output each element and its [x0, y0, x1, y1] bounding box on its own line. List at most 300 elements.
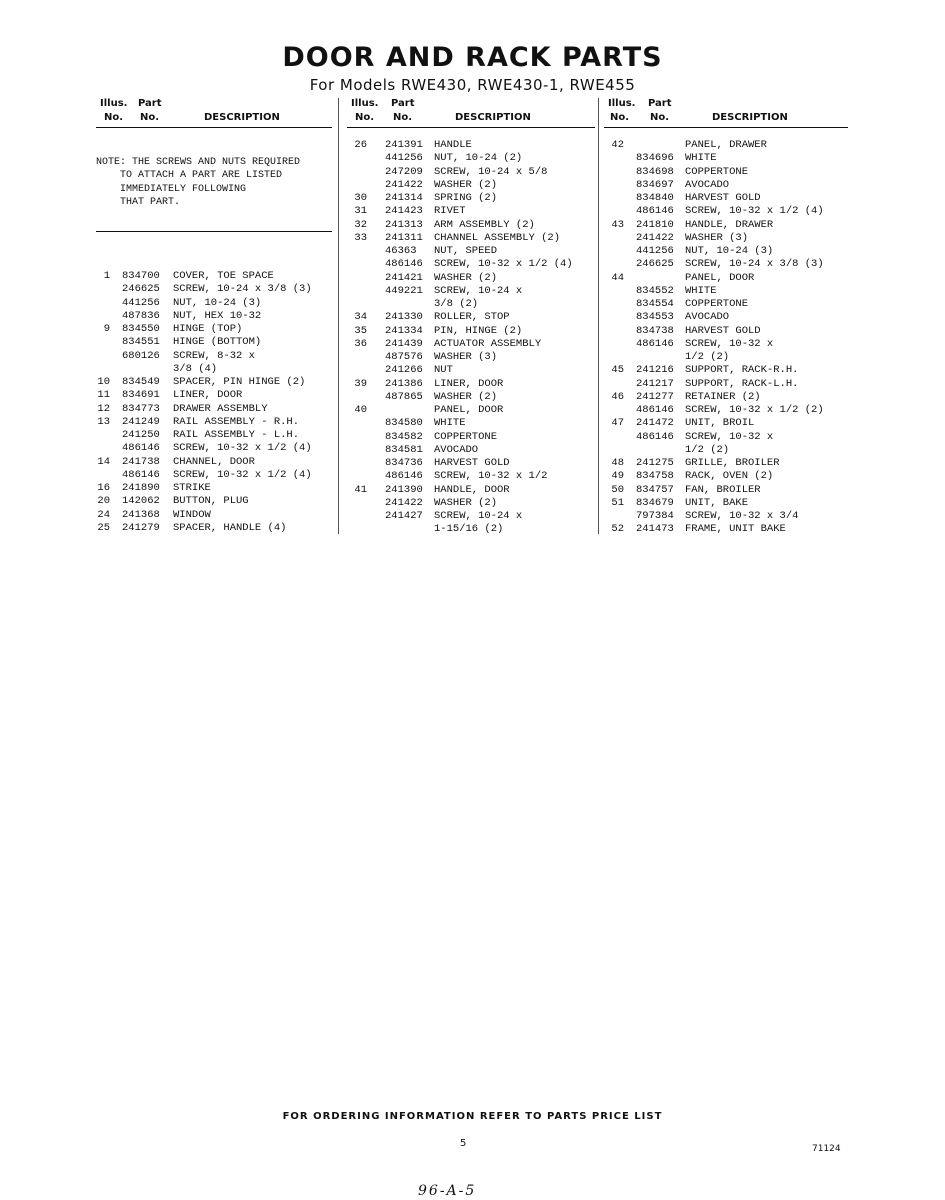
part-number: 241311	[385, 231, 423, 244]
table-row	[96, 416, 332, 429]
part-number: 486146	[385, 470, 423, 483]
part-label: Part	[138, 98, 162, 109]
part-label: Part	[648, 98, 672, 109]
part-number: 241472	[636, 417, 674, 430]
table-row	[347, 272, 595, 285]
illus-number: 47	[611, 417, 624, 430]
part-description: WHITE	[685, 284, 717, 297]
column-header-bottom	[604, 112, 848, 126]
part-number: 834698	[636, 165, 674, 178]
header-rule	[96, 127, 332, 128]
part-description: ARM ASSEMBLY (2)	[434, 218, 535, 231]
table-row	[604, 232, 848, 245]
parts-list	[347, 139, 595, 537]
illus-number: 25	[97, 521, 110, 534]
part-number: 834550	[122, 323, 160, 335]
part-description: COPPERTONE	[685, 298, 749, 310]
no-label: No.	[393, 112, 413, 123]
illus-number: 14	[97, 455, 110, 468]
part-description: DRAWER ASSEMBLY	[173, 402, 268, 415]
part-description: NUT, 10-24 (3)	[173, 296, 262, 309]
part-number: 241473	[636, 523, 674, 536]
table-row	[347, 245, 595, 258]
illus-number: 41	[354, 483, 367, 496]
illus-label: Illus.	[100, 98, 128, 109]
part-description: FAN, BROILER	[685, 483, 761, 496]
part-description: LINER, DOOR	[173, 389, 243, 402]
part-number: 797384	[636, 510, 674, 522]
table-row	[347, 523, 595, 536]
description-label: DESCRIPTION	[455, 112, 531, 123]
no-label: No.	[140, 112, 160, 123]
table-row	[604, 351, 848, 364]
table-row	[96, 509, 332, 522]
part-number: 834549	[122, 376, 160, 388]
table-row	[347, 298, 595, 311]
table-row	[604, 192, 848, 205]
no-label: No.	[610, 112, 630, 123]
part-description: SPACER, PIN HINGE (2)	[173, 376, 306, 388]
table-row	[347, 470, 595, 483]
illus-number: 49	[611, 470, 624, 483]
table-row	[604, 457, 848, 470]
illus-number: 13	[97, 415, 110, 428]
table-row	[604, 285, 848, 298]
part-description: WASHER (2)	[434, 271, 498, 284]
part-description: 3/8 (4)	[173, 362, 218, 375]
part-number: 834736	[385, 457, 423, 469]
part-number: 486146	[636, 430, 674, 443]
part-number: 834700	[122, 270, 160, 282]
part-description: 1/2 (2)	[685, 443, 730, 456]
part-number: 486146	[636, 404, 674, 416]
part-number: 834552	[636, 284, 674, 297]
table-row	[347, 139, 595, 152]
table-row	[347, 285, 595, 298]
table-row	[347, 232, 595, 245]
part-description: 1/2 (2)	[685, 351, 730, 363]
table-row	[604, 470, 848, 483]
part-number: 680126	[122, 349, 160, 362]
part-number: 241427	[385, 510, 423, 522]
illus-number: 32	[354, 218, 367, 231]
illus-number: 46	[611, 390, 624, 403]
part-number: 247209	[385, 165, 423, 178]
part-number: 834554	[636, 298, 674, 310]
table-row	[604, 179, 848, 192]
part-description: UNIT, BAKE	[685, 496, 749, 509]
part-number: 834581	[385, 443, 423, 456]
illus-number: 12	[97, 402, 110, 415]
part-number: 241390	[385, 483, 423, 496]
part-number: 142062	[122, 495, 160, 508]
handwritten-mark: 96-A-5	[418, 1183, 477, 1199]
illus-number: 26	[354, 139, 367, 151]
part-number: 834691	[122, 389, 160, 402]
ordering-footer: FOR ORDERING INFORMATION REFER TO PARTS PRICE LIST	[282, 1111, 663, 1122]
table-row	[604, 364, 848, 377]
table-row	[96, 442, 332, 455]
table-row	[604, 311, 848, 324]
table-row	[604, 298, 848, 311]
table-row	[347, 192, 595, 205]
part-description: HANDLE, DOOR	[434, 483, 510, 496]
table-row	[604, 404, 848, 417]
parts-list	[604, 139, 848, 537]
part-number: 241216	[636, 364, 674, 377]
illus-number: 11	[97, 389, 110, 402]
table-row	[347, 311, 595, 324]
part-description: HINGE (BOTTOM)	[173, 336, 262, 349]
illus-number: 31	[354, 205, 367, 218]
table-row	[347, 510, 595, 523]
part-number: 241334	[385, 324, 423, 337]
part-number: 441256	[636, 245, 674, 257]
part-description: NUT, SPEED	[434, 245, 498, 257]
part-description: CHANNEL, DOOR	[173, 455, 255, 468]
column-divider	[338, 98, 339, 534]
column-header-top	[96, 98, 332, 112]
part-description: WASHER (3)	[434, 351, 498, 363]
table-row	[96, 389, 332, 402]
part-description: SCREW, 10-32 x	[685, 337, 774, 350]
part-number: 441256	[385, 152, 423, 165]
table-row	[604, 338, 848, 351]
table-row	[347, 484, 595, 497]
part-number: 834773	[122, 402, 160, 415]
illus-number: 24	[97, 508, 110, 521]
part-description: ROLLER, STOP	[434, 311, 510, 324]
part-number: 241249	[122, 415, 160, 428]
illus-number: 9	[103, 323, 110, 335]
illus-number: 35	[354, 324, 367, 337]
part-description: NUT, 10-24 (3)	[685, 245, 774, 257]
part-label: Part	[391, 98, 415, 109]
part-description: WHITE	[434, 417, 466, 430]
illus-number: 10	[97, 376, 110, 388]
part-description: SCREW, 10-32 x 3/4	[685, 510, 799, 522]
part-number: 241330	[385, 311, 423, 324]
models-subtitle: For Models RWE430, RWE430-1, RWE455	[309, 76, 636, 94]
part-description: NUT, HEX 10-32	[173, 309, 262, 322]
header-rule	[347, 127, 595, 128]
part-number: 241217	[636, 377, 674, 390]
illus-number: 1	[103, 270, 110, 282]
table-row	[347, 391, 595, 404]
no-label: No.	[104, 112, 124, 123]
table-row	[347, 457, 595, 470]
illus-number: 50	[611, 483, 624, 496]
column-header-bottom	[347, 112, 595, 126]
part-number: 241439	[385, 337, 423, 350]
part-number: 486146	[636, 337, 674, 350]
part-number: 241422	[385, 496, 423, 509]
table-row	[347, 205, 595, 218]
part-number: 834580	[385, 417, 423, 430]
part-number: 246625	[122, 283, 160, 296]
part-description: SCREW, 10-32 x 1/2 (4)	[434, 258, 573, 271]
part-description: HARVEST GOLD	[685, 324, 761, 337]
part-description: SCREW, 10-32 x 1/2 (2)	[685, 404, 824, 416]
table-row	[96, 469, 332, 482]
part-description: AVOCADO	[685, 311, 730, 324]
page-number: 5	[460, 1138, 467, 1149]
table-row	[604, 444, 848, 457]
part-description: SCREW, 10-24 x 3/8 (3)	[685, 258, 824, 271]
table-row	[96, 376, 332, 389]
part-number: 834738	[636, 324, 674, 337]
description-label: DESCRIPTION	[204, 112, 280, 123]
table-row	[347, 444, 595, 457]
part-number: 241250	[122, 429, 160, 441]
part-description: HANDLE, DRAWER	[685, 218, 774, 231]
part-description: RAIL ASSEMBLY - R.H.	[173, 415, 300, 428]
part-number: 834758	[636, 470, 674, 483]
part-description: SCREW, 10-32 x 1/2 (4)	[685, 205, 824, 218]
table-row	[96, 350, 332, 363]
part-description: PANEL, DOOR	[434, 404, 504, 416]
part-description: SUPPORT, RACK-L.H.	[685, 377, 799, 390]
part-description: SCREW, 8-32 x	[173, 349, 255, 362]
illus-number: 39	[354, 377, 367, 390]
table-row	[347, 338, 595, 351]
table-row	[347, 152, 595, 165]
part-description: WHITE	[685, 152, 717, 165]
part-description: RETAINER (2)	[685, 390, 761, 403]
part-description: SCREW, 10-32 x 1/2 (4)	[173, 442, 312, 455]
part-number: 241423	[385, 205, 423, 218]
table-row	[347, 325, 595, 338]
part-description: PANEL, DOOR	[685, 271, 755, 284]
table-row	[347, 166, 595, 179]
table-row	[604, 523, 848, 536]
part-number: 241738	[122, 455, 160, 468]
part-number: 46363	[385, 245, 417, 257]
part-description: WASHER (2)	[434, 178, 498, 191]
part-description: 3/8 (2)	[434, 298, 479, 310]
table-row	[96, 270, 332, 283]
header-rule	[604, 127, 848, 128]
part-description: BUTTON, PLUG	[173, 495, 249, 508]
table-row	[604, 152, 848, 165]
note-line: THAT PART.	[120, 196, 181, 208]
part-description: AVOCADO	[685, 178, 730, 191]
part-number: 834551	[122, 336, 160, 349]
illus-number: 36	[354, 337, 367, 350]
part-number: 487576	[385, 351, 423, 363]
illus-number: 45	[611, 364, 624, 377]
part-number: 241313	[385, 218, 423, 231]
part-description: SCREW, 10-24 x	[434, 284, 523, 297]
table-row	[604, 378, 848, 391]
part-number: 241275	[636, 457, 674, 469]
part-description: UNIT, BROIL	[685, 417, 755, 430]
table-row	[604, 139, 848, 152]
note-line: TO ATTACH A PART ARE LISTED	[120, 170, 283, 182]
illus-number: 43	[611, 218, 624, 231]
part-number: 834553	[636, 311, 674, 324]
part-number: 241277	[636, 390, 674, 403]
part-description: STRIKE	[173, 482, 211, 494]
table-row	[604, 497, 848, 510]
part-description: PANEL, DRAWER	[685, 139, 767, 151]
table-row	[96, 323, 332, 336]
table-row	[96, 522, 332, 535]
part-number: 241386	[385, 377, 423, 390]
part-description: COPPERTONE	[685, 165, 749, 178]
table-row	[604, 219, 848, 232]
part-description: SCREW, 10-32 x	[685, 430, 774, 443]
part-description: FRAME, UNIT BAKE	[685, 523, 786, 536]
table-row	[96, 482, 332, 495]
part-description: SCREW, 10-32 x 1/2 (4)	[173, 468, 312, 481]
part-number: 834757	[636, 483, 674, 496]
table-row	[604, 166, 848, 179]
illus-number: 44	[611, 271, 624, 284]
illus-number: 42	[611, 139, 624, 151]
table-row	[604, 510, 848, 523]
table-row	[604, 417, 848, 430]
note-line: NOTE: THE SCREWS AND NUTS REQUIRED	[96, 157, 301, 168]
column-divider	[598, 98, 599, 534]
table-row	[96, 310, 332, 323]
part-description: PIN, HINGE (2)	[434, 324, 523, 337]
table-row	[96, 403, 332, 416]
part-description: SUPPORT, RACK-R.H.	[685, 364, 799, 377]
illus-number: 48	[611, 457, 624, 469]
part-description: GRILLE, BROILER	[685, 457, 780, 469]
document-code: 71124	[812, 1144, 841, 1154]
part-description: 1-15/16 (2)	[434, 523, 504, 536]
illus-number: 20	[97, 495, 110, 508]
illus-number: 30	[354, 192, 367, 204]
part-description: RIVET	[434, 205, 466, 218]
part-number: 834697	[636, 178, 674, 191]
table-row	[96, 495, 332, 508]
table-row	[604, 391, 848, 404]
part-description: HARVEST GOLD	[434, 457, 510, 469]
part-number: 486146	[385, 258, 423, 271]
part-number: 834696	[636, 152, 674, 165]
table-row	[604, 484, 848, 497]
table-row	[96, 456, 332, 469]
part-number: 449221	[385, 284, 423, 297]
illus-number: 34	[354, 311, 367, 324]
page-title: DOOR AND RACK PARTS	[282, 42, 663, 73]
part-description: SCREW, 10-24 x	[434, 510, 523, 522]
table-row	[604, 272, 848, 285]
illus-label: Illus.	[608, 98, 636, 109]
table-row	[604, 258, 848, 271]
part-description: SPACER, HANDLE (4)	[173, 521, 287, 534]
part-number: 241422	[636, 231, 674, 244]
part-number: 241279	[122, 521, 160, 534]
part-number: 486146	[636, 205, 674, 218]
part-description: ACTUATOR ASSEMBLY	[434, 337, 542, 350]
part-description: RACK, OVEN (2)	[685, 470, 774, 483]
description-label: DESCRIPTION	[712, 112, 788, 123]
table-row	[347, 219, 595, 232]
part-number: 241266	[385, 364, 423, 377]
part-description: SPRING (2)	[434, 192, 498, 204]
part-description: CHANNEL ASSEMBLY (2)	[434, 231, 561, 244]
note-line: IMMEDIATELY FOLLOWING	[120, 183, 247, 195]
parts-column-3	[604, 98, 848, 537]
part-description: COPPERTONE	[434, 430, 498, 443]
table-row	[347, 404, 595, 417]
note-block	[96, 156, 332, 209]
table-row	[604, 245, 848, 258]
part-number: 241314	[385, 192, 423, 204]
part-number: 241391	[385, 139, 423, 151]
table-row	[96, 297, 332, 310]
part-description: NUT, 10-24 (2)	[434, 152, 523, 165]
column-header-top	[604, 98, 848, 112]
illus-number: 52	[611, 523, 624, 536]
illus-number: 33	[354, 231, 367, 244]
part-description: SCREW, 10-24 x 5/8	[434, 165, 548, 178]
table-row	[347, 258, 595, 271]
part-description: WASHER (2)	[434, 496, 498, 509]
parts-column-1	[96, 98, 332, 535]
column-header-bottom	[96, 112, 332, 126]
part-number: 246625	[636, 258, 674, 271]
part-number: 241421	[385, 271, 423, 284]
table-row	[604, 205, 848, 218]
table-row	[347, 417, 595, 430]
part-number: 241890	[122, 482, 160, 494]
parts-list	[96, 270, 332, 535]
parts-column-2	[347, 98, 595, 537]
part-number: 487865	[385, 390, 423, 403]
part-number: 241368	[122, 508, 160, 521]
part-number: 834582	[385, 430, 423, 443]
part-description: HANDLE	[434, 139, 472, 151]
part-description: HINGE (TOP)	[173, 323, 243, 335]
part-description: WASHER (3)	[685, 231, 749, 244]
illus-number: 51	[611, 496, 624, 509]
part-description: WASHER (2)	[434, 390, 498, 403]
part-number: 486146	[122, 468, 160, 481]
part-description: HARVEST GOLD	[685, 192, 761, 204]
part-number: 486146	[122, 442, 160, 455]
part-description: COVER, TOE SPACE	[173, 270, 274, 282]
no-label: No.	[650, 112, 670, 123]
part-number: 441256	[122, 296, 160, 309]
part-number: 834679	[636, 496, 674, 509]
table-row	[347, 378, 595, 391]
note-rule	[96, 231, 332, 232]
table-row	[347, 497, 595, 510]
part-description: LINER, DOOR	[434, 377, 504, 390]
table-row	[347, 351, 595, 364]
table-row	[96, 336, 332, 349]
table-row	[347, 364, 595, 377]
column-header-top	[347, 98, 595, 112]
illus-number: 16	[97, 482, 110, 494]
part-description: WINDOW	[173, 508, 211, 521]
part-description: SCREW, 10-24 x 3/8 (3)	[173, 283, 312, 296]
part-description: NUT	[434, 364, 453, 377]
table-row	[347, 179, 595, 192]
part-number: 487836	[122, 309, 160, 322]
part-description: SCREW, 10-32 x 1/2	[434, 470, 548, 483]
part-description: RAIL ASSEMBLY - L.H.	[173, 429, 300, 441]
table-row	[604, 431, 848, 444]
table-row	[96, 363, 332, 376]
part-number: 241810	[636, 218, 674, 231]
table-row	[96, 429, 332, 442]
